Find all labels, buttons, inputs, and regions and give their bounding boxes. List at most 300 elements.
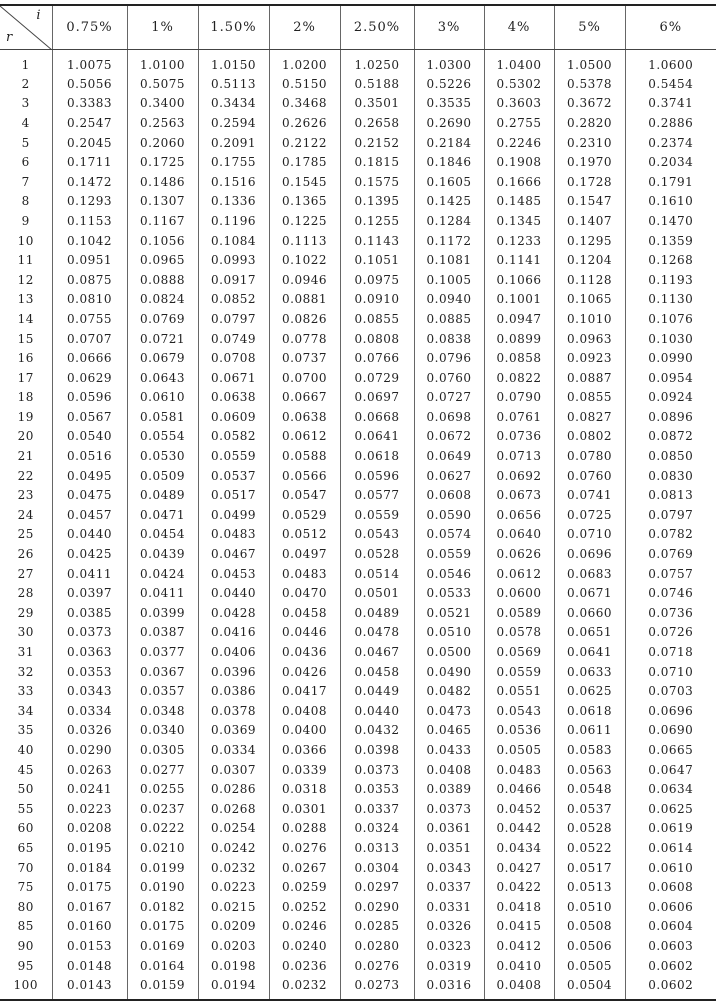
table-cell: 0.0286 (198, 780, 269, 800)
table-cell: 0.0609 (198, 408, 269, 428)
table-row (0, 172, 716, 192)
table-cell: 0.0729 (340, 368, 414, 388)
table-cell: 0.0569 (484, 643, 554, 663)
table-cell: 0.0373 (340, 760, 414, 780)
table-cell: 0.0422 (484, 878, 554, 898)
table-cell: 0.0343 (414, 858, 484, 878)
row-label-cell: 50 (17, 782, 34, 797)
table-row (0, 662, 716, 682)
table-cell: 0.0802 (554, 427, 625, 447)
row-label-cell: 2 (21, 76, 30, 91)
table-cell: 0.0223 (198, 878, 269, 898)
table-cell: 0.0713 (484, 447, 554, 467)
table-cell: 0.0353 (340, 780, 414, 800)
table-cell: 0.0466 (484, 780, 554, 800)
table-cell: 0.2547 (52, 114, 127, 134)
column-header: 0.75% (52, 5, 127, 49)
table-cell: 0.0408 (484, 976, 554, 1000)
table-cell: 0.0510 (414, 623, 484, 643)
table-cell: 0.0672 (414, 427, 484, 447)
table-row (0, 604, 716, 624)
table-cell: 0.0769 (127, 310, 198, 330)
table-cell: 0.0373 (52, 623, 127, 643)
table-row (0, 153, 716, 173)
table-cell: 0.0643 (127, 368, 198, 388)
table-cell: 0.0489 (340, 604, 414, 624)
row-label-cell: 55 (17, 801, 34, 816)
table-cell: 1.0250 (340, 49, 414, 75)
table-body (0, 49, 716, 1000)
table-cell: 0.0746 (625, 584, 716, 604)
table-cell: 0.0452 (484, 799, 554, 819)
table-cell: 0.0563 (554, 760, 625, 780)
table-cell: 1.0500 (554, 49, 625, 75)
column-header: 6% (625, 5, 716, 49)
row-label-cell: 3 (21, 96, 30, 111)
row-label-cell: 1 (21, 57, 30, 72)
row-label-cell: 60 (17, 821, 34, 836)
table-cell: 0.0602 (625, 976, 716, 1000)
table-cell: 0.0540 (52, 427, 127, 447)
table-cell: 0.0533 (414, 584, 484, 604)
table-cell: 0.0475 (52, 486, 127, 506)
table-cell: 0.0353 (52, 662, 127, 682)
table-cell: 0.0489 (127, 486, 198, 506)
row-label-cell: 6 (21, 155, 30, 170)
table-cell: 0.0660 (554, 604, 625, 624)
table-cell: 0.0398 (340, 741, 414, 761)
corner-cell (0, 5, 52, 49)
table-cell: 0.1022 (269, 251, 340, 271)
table-cell: 0.0629 (52, 368, 127, 388)
table-cell: 0.0780 (554, 447, 625, 467)
table-cell: 0.0567 (52, 408, 127, 428)
table-cell: 0.0458 (269, 604, 340, 624)
row-label-cell: 90 (17, 938, 34, 953)
table-cell: 0.1365 (269, 192, 340, 212)
table-row (0, 231, 716, 251)
table-cell: 0.1547 (554, 192, 625, 212)
table-cell: 0.0143 (52, 976, 127, 1000)
table-cell: 0.0858 (484, 349, 554, 369)
table-cell: 0.0583 (554, 741, 625, 761)
table-cell: 0.0453 (198, 564, 269, 584)
table-row (0, 212, 716, 232)
table-cell: 0.0875 (52, 270, 127, 290)
table-cell: 0.0508 (554, 917, 625, 937)
table-cell: 0.0357 (127, 682, 198, 702)
table-cell: 0.2034 (625, 153, 716, 173)
table-cell: 0.0439 (127, 545, 198, 565)
table-cell: 0.0351 (414, 839, 484, 859)
table-cell: 0.5150 (269, 75, 340, 95)
row-label-cell: 75 (17, 880, 34, 895)
table-cell: 0.0640 (484, 525, 554, 545)
table-cell: 0.0153 (52, 937, 127, 957)
table-cell: 0.0634 (625, 780, 716, 800)
table-cell: 0.0697 (340, 388, 414, 408)
table-cell: 0.0377 (127, 643, 198, 663)
table-cell: 0.0566 (269, 466, 340, 486)
table-row (0, 721, 716, 741)
table-cell: 0.1815 (340, 153, 414, 173)
row-label-cell: 11 (17, 253, 34, 268)
table-cell: 0.1030 (625, 329, 716, 349)
table-cell: 0.0727 (414, 388, 484, 408)
table-row (0, 133, 716, 153)
table-cell: 0.0790 (484, 388, 554, 408)
table-cell: 0.0700 (269, 368, 340, 388)
table-cell: 0.0241 (52, 780, 127, 800)
table-cell: 0.0337 (340, 799, 414, 819)
table-cell: 0.0769 (625, 545, 716, 565)
table-row (0, 466, 716, 486)
table-cell: 0.0710 (625, 662, 716, 682)
table-cell: 0.0424 (127, 564, 198, 584)
table-cell: 0.0797 (198, 310, 269, 330)
table-cell: 0.0319 (414, 956, 484, 976)
table-cell: 0.0426 (269, 662, 340, 682)
table-cell: 0.2310 (554, 133, 625, 153)
table-cell: 0.1293 (52, 192, 127, 212)
table-cell: 0.1970 (554, 153, 625, 173)
table-row (0, 545, 716, 565)
table-cell: 0.0696 (625, 702, 716, 722)
row-label-cell: 34 (17, 703, 34, 718)
table-cell: 0.0947 (484, 310, 554, 330)
table-cell: 0.0647 (625, 760, 716, 780)
table-cell: 0.0410 (484, 956, 554, 976)
table-cell: 0.0548 (554, 780, 625, 800)
table-cell: 0.1066 (484, 270, 554, 290)
table-cell: 0.0427 (484, 858, 554, 878)
table-cell: 0.0169 (127, 937, 198, 957)
table-cell: 0.0406 (198, 643, 269, 663)
table-row (0, 799, 716, 819)
table-cell: 0.0415 (484, 917, 554, 937)
table-cell: 0.0175 (127, 917, 198, 937)
table-cell: 0.1791 (625, 172, 716, 192)
table-cell: 0.1081 (414, 251, 484, 271)
table-cell: 0.0361 (414, 819, 484, 839)
table-cell: 0.0457 (52, 506, 127, 526)
table-cell: 0.0148 (52, 956, 127, 976)
table-cell: 0.0596 (52, 388, 127, 408)
table-row (0, 329, 716, 349)
table-cell: 0.1516 (198, 172, 269, 192)
table-cell: 0.0470 (269, 584, 340, 604)
row-label-cell: 40 (17, 742, 34, 757)
row-label-cell: 23 (17, 488, 34, 503)
row-label-cell: 33 (17, 684, 34, 699)
table-cell: 0.0625 (554, 682, 625, 702)
table-cell: 0.0559 (340, 506, 414, 526)
table-cell: 0.0268 (198, 799, 269, 819)
table-cell: 0.1128 (554, 270, 625, 290)
table-cell: 0.0446 (269, 623, 340, 643)
table-cell: 0.0547 (269, 486, 340, 506)
table-row (0, 878, 716, 898)
table-cell: 0.1345 (484, 212, 554, 232)
table-cell: 0.1908 (484, 153, 554, 173)
table-cell: 0.0698 (414, 408, 484, 428)
table-cell: 0.0190 (127, 878, 198, 898)
table-cell: 0.3501 (340, 94, 414, 114)
table-cell: 0.1785 (269, 153, 340, 173)
table-cell: 0.2690 (414, 114, 484, 134)
table-cell: 0.0366 (269, 741, 340, 761)
row-label-cell: 31 (17, 645, 34, 660)
row-label-cell: 4 (21, 115, 30, 130)
table-cell: 0.2886 (625, 114, 716, 134)
table-cell: 0.0736 (484, 427, 554, 447)
table-cell: 0.0546 (414, 564, 484, 584)
row-label-cell: 32 (17, 664, 34, 679)
table-cell: 0.3603 (484, 94, 554, 114)
table-cell: 0.0614 (625, 839, 716, 859)
table-cell: 0.0737 (269, 349, 340, 369)
table-cell: 0.0760 (414, 368, 484, 388)
table-cell: 0.1130 (625, 290, 716, 310)
table-cell: 0.0236 (269, 956, 340, 976)
table-cell: 0.0184 (52, 858, 127, 878)
table-cell: 0.0667 (269, 388, 340, 408)
table-cell: 0.0850 (625, 447, 716, 467)
table-cell: 0.0416 (198, 623, 269, 643)
table-cell: 0.1711 (52, 153, 127, 173)
table-cell: 0.0506 (554, 937, 625, 957)
row-label-cell: 9 (21, 213, 30, 228)
column-header: 5% (554, 5, 625, 49)
table-cell: 0.0671 (554, 584, 625, 604)
table-cell: 0.0537 (554, 799, 625, 819)
table-cell: 0.0612 (484, 564, 554, 584)
table-cell: 0.0530 (127, 447, 198, 467)
table-cell: 0.0378 (198, 702, 269, 722)
table-cell: 0.2820 (554, 114, 625, 134)
table-cell: 0.2594 (198, 114, 269, 134)
table-cell: 0.2658 (340, 114, 414, 134)
table-cell: 0.0536 (484, 721, 554, 741)
table-cell: 0.0888 (127, 270, 198, 290)
row-label-cell: 35 (17, 723, 34, 738)
row-label-cell: 28 (17, 586, 34, 601)
table-cell: 0.0625 (625, 799, 716, 819)
table-cell: 0.0690 (625, 721, 716, 741)
table-row (0, 643, 716, 663)
table-cell: 0.0824 (127, 290, 198, 310)
table-cell: 0.0195 (52, 839, 127, 859)
table-row (0, 368, 716, 388)
table-cell: 0.1470 (625, 212, 716, 232)
table-cell: 0.0326 (52, 721, 127, 741)
row-variable-label: r (6, 29, 14, 45)
table-cell: 0.5302 (484, 75, 554, 95)
row-label-cell: 13 (17, 292, 34, 307)
table-row (0, 310, 716, 330)
table-cell: 0.1084 (198, 231, 269, 251)
column-header: 4% (484, 5, 554, 49)
table-cell: 0.0582 (198, 427, 269, 447)
table-cell: 0.1545 (269, 172, 340, 192)
table-cell: 0.1605 (414, 172, 484, 192)
table-cell: 0.0872 (625, 427, 716, 447)
table-cell: 0.0467 (340, 643, 414, 663)
table-cell: 0.0554 (127, 427, 198, 447)
table-cell: 0.0726 (625, 623, 716, 643)
table-cell: 0.1610 (625, 192, 716, 212)
table-cell: 0.0559 (484, 662, 554, 682)
table-cell: 0.0633 (554, 662, 625, 682)
table-cell: 0.0917 (198, 270, 269, 290)
table-cell: 0.0703 (625, 682, 716, 702)
table-cell: 0.0397 (52, 584, 127, 604)
table-cell: 0.0483 (269, 564, 340, 584)
table-row (0, 94, 716, 114)
table-cell: 0.5056 (52, 75, 127, 95)
table-cell: 0.1204 (554, 251, 625, 271)
table-cell: 0.0610 (127, 388, 198, 408)
table-row (0, 976, 716, 1000)
table-row (0, 408, 716, 428)
row-label-cell: 85 (17, 919, 34, 934)
table-cell: 0.0581 (127, 408, 198, 428)
table-row (0, 858, 716, 878)
table-row (0, 741, 716, 761)
table-cell: 0.0385 (52, 604, 127, 624)
table-cell: 0.0500 (414, 643, 484, 663)
table-cell: 0.0641 (554, 643, 625, 663)
table-cell: 0.0673 (484, 486, 554, 506)
table-cell: 0.1153 (52, 212, 127, 232)
table-row (0, 760, 716, 780)
table-cell: 0.3400 (127, 94, 198, 114)
table-cell: 0.0810 (52, 290, 127, 310)
table-cell: 0.0741 (554, 486, 625, 506)
table-cell: 0.0337 (414, 878, 484, 898)
table-cell: 0.0618 (340, 447, 414, 467)
column-header: 1% (127, 5, 198, 49)
table-cell: 0.0668 (340, 408, 414, 428)
table-cell: 1.0075 (52, 49, 127, 75)
table-cell: 0.0665 (625, 741, 716, 761)
row-label-cell: 95 (17, 958, 34, 973)
table-cell: 0.0288 (269, 819, 340, 839)
table-cell: 0.0418 (484, 897, 554, 917)
table-cell: 0.0343 (52, 682, 127, 702)
table-cell: 0.1485 (484, 192, 554, 212)
table-cell: 0.0954 (625, 368, 716, 388)
table-cell: 1.0200 (269, 49, 340, 75)
column-header: 2% (269, 5, 340, 49)
table-cell: 0.0428 (198, 604, 269, 624)
table-cell: 0.0638 (269, 408, 340, 428)
table-cell: 0.0885 (414, 310, 484, 330)
table-row (0, 897, 716, 917)
table-cell: 0.5188 (340, 75, 414, 95)
table-cell: 0.0478 (340, 623, 414, 643)
table-cell: 0.0610 (625, 858, 716, 878)
table-cell: 0.1407 (554, 212, 625, 232)
table-cell: 0.0505 (484, 741, 554, 761)
table-cell: 0.0471 (127, 506, 198, 526)
row-label-cell: 19 (17, 409, 34, 424)
table-row (0, 270, 716, 290)
table-cell: 0.0923 (554, 349, 625, 369)
row-label-cell: 20 (17, 429, 34, 444)
table-cell: 0.0167 (52, 897, 127, 917)
table-cell: 0.0324 (340, 819, 414, 839)
table-cell: 0.0210 (127, 839, 198, 859)
table-cell: 0.0263 (52, 760, 127, 780)
table-cell: 0.0373 (414, 799, 484, 819)
table-cell: 0.0589 (484, 604, 554, 624)
table-cell: 0.0465 (414, 721, 484, 741)
table-cell: 0.0649 (414, 447, 484, 467)
table-cell: 0.0993 (198, 251, 269, 271)
row-label-cell: 14 (17, 311, 34, 326)
row-label-cell: 7 (21, 174, 30, 189)
table-cell: 0.0604 (625, 917, 716, 937)
table-cell: 0.0280 (340, 937, 414, 957)
table-cell: 0.0543 (484, 702, 554, 722)
table-row (0, 839, 716, 859)
table-cell: 0.0551 (484, 682, 554, 702)
table-cell: 0.0517 (198, 486, 269, 506)
table-cell: 0.3383 (52, 94, 127, 114)
table-row (0, 937, 716, 957)
table-cell: 0.0412 (484, 937, 554, 957)
table-cell: 0.0721 (127, 329, 198, 349)
table-cell: 0.0440 (52, 525, 127, 545)
table-cell: 0.0363 (52, 643, 127, 663)
table-cell: 0.0529 (269, 506, 340, 526)
table-row (0, 114, 716, 134)
table-cell: 0.0608 (625, 878, 716, 898)
table-cell: 0.3468 (269, 94, 340, 114)
table-cell: 0.0313 (340, 839, 414, 859)
table-cell: 0.2184 (414, 133, 484, 153)
header-row (0, 5, 716, 49)
table-cell: 0.0399 (127, 604, 198, 624)
table-cell: 0.0830 (625, 466, 716, 486)
table-cell: 0.0467 (198, 545, 269, 565)
table-cell: 0.0761 (484, 408, 554, 428)
row-label-cell: 65 (17, 840, 34, 855)
table-cell: 0.0855 (340, 310, 414, 330)
table-cell: 0.0543 (340, 525, 414, 545)
row-label-cell: 70 (17, 860, 34, 875)
table-cell: 0.0323 (414, 937, 484, 957)
table-row (0, 192, 716, 212)
table-cell: 0.1172 (414, 231, 484, 251)
table-cell: 0.0946 (269, 270, 340, 290)
table-cell: 0.0339 (269, 760, 340, 780)
table-cell: 0.0436 (269, 643, 340, 663)
table-cell: 0.0159 (127, 976, 198, 1000)
row-label-cell: 21 (17, 449, 34, 464)
table-cell: 0.0813 (625, 486, 716, 506)
table-row (0, 584, 716, 604)
row-label-cell: 5 (21, 135, 30, 150)
table-cell: 0.3535 (414, 94, 484, 114)
table-cell: 0.0963 (554, 329, 625, 349)
table-cell: 0.0297 (340, 878, 414, 898)
table-cell: 0.0318 (269, 780, 340, 800)
table-cell: 0.0626 (484, 545, 554, 565)
table-row (0, 917, 716, 937)
table-cell: 0.1010 (554, 310, 625, 330)
